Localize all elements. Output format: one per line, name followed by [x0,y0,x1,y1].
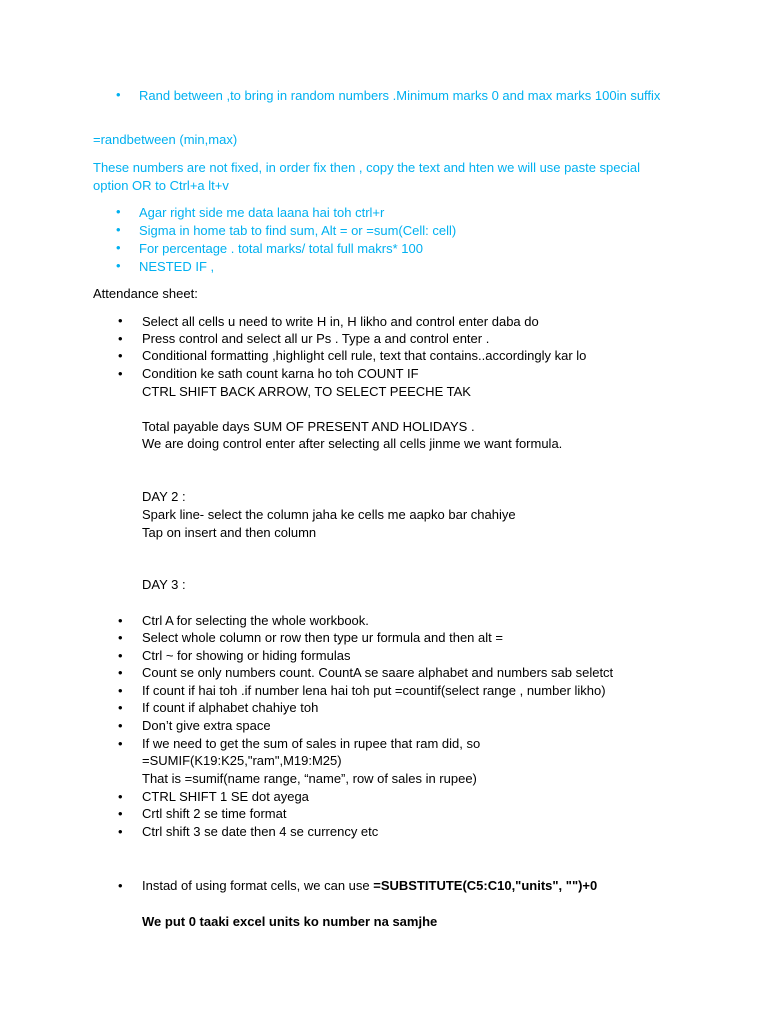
bullet-icon: • [118,613,123,628]
note-line-2: option OR to Ctrl+a lt+v [93,178,229,193]
bullet-icon: • [116,258,121,273]
substitute-formula: =SUBSTITUTE(C5:C10,"units", "")+0 [373,878,598,893]
bullet-icon: • [116,222,121,237]
day2-line: Tap on insert and then column [142,525,317,540]
list-item: Condition ke sath count karna ho toh COUNT IF [142,366,419,381]
bullet-icon: • [118,630,123,645]
bullet-icon: • [116,87,121,102]
note-randbetween: Rand between ,to bring in random numbers .Minimum marks 0 and max marks 100in suffix [139,88,661,103]
list-item: Ctrl A for selecting the whole workbook. [142,613,369,628]
bullet-icon: • [118,824,123,839]
bullet-icon: • [116,204,121,219]
bullet-icon: • [118,878,123,893]
cyan-bullet-item: Agar right side me data laana hai toh ctrl+r [139,205,385,220]
bullet-icon: • [118,331,123,346]
bullet-icon: • [118,806,123,821]
bullet-icon: • [118,648,123,663]
list-item: If count if hai toh .if number lena hai toh put =countif(select range , number likho) [142,683,606,698]
list-item: Ctrl shift 3 se date then 4 se currency etc [142,824,379,839]
list-item: Select whole column or row then type ur formula and then alt = [142,630,503,645]
cyan-bullet-item: Sigma in home tab to find sum, Alt = or =sum(Cell: cell) [139,223,457,238]
attendance-heading: Attendance sheet: [93,286,198,301]
list-item: CTRL SHIFT 1 SE dot ayega [142,789,309,804]
cyan-bullet-item: For percentage . total marks/ total full makrs* 100 [139,241,423,256]
substitute-prefix: Instad of using format cells, we can use [142,878,374,893]
list-item: Select all cells u need to write H in, H likho and control enter daba do [142,314,539,329]
bullet-icon: • [118,736,123,751]
list-item: If count if alphabet chahiye toh [142,700,319,715]
bullet-icon: • [118,718,123,733]
bullet-icon: • [118,366,123,381]
substitute-item [142,877,597,895]
bullet-icon: • [118,665,123,680]
bullet-icon: • [118,700,123,715]
list-item: Ctrl ~ for showing or hiding formulas [142,648,351,663]
continuation-line: CTRL SHIFT BACK ARROW, TO SELECT PEECHE TAK [142,384,471,399]
note-line-1: These numbers are not fixed, in order fix then , copy the text and hten we will use paste special [93,160,641,175]
formula-line: =randbetween (min,max) [93,132,238,147]
substitute-note: We put 0 taaki excel units ko number na samjhe [142,914,438,929]
cyan-bullet-item: NESTED IF , [139,259,215,274]
continuation-line: Total payable days SUM OF PRESENT AND HOLIDAYS . [142,419,475,434]
list-item: Crtl shift 2 se time format [142,806,287,821]
bullet-icon: • [118,313,123,328]
list-item: Count se only numbers count. CountA se saare alphabet and numbers sab seletct [142,665,614,680]
list-item: If we need to get the sum of sales in rupee that ram did, so [142,736,481,751]
continuation-line: =SUMIF(K19:K25,"ram",M19:M25) [142,753,342,768]
bullet-icon: • [118,789,123,804]
day3-heading: DAY 3 : [142,577,186,592]
continuation-line: That is =sumif(name range, “name”, row of sales in rupee) [142,771,477,786]
day2-line: Spark line- select the column jaha ke cells me aapko bar chahiye [142,507,516,522]
bullet-icon: • [118,683,123,698]
bullet-icon: • [116,240,121,255]
bullet-icon: • [118,348,123,363]
list-item: Don’t give extra space [142,718,271,733]
list-item: Conditional formatting ,highlight cell rule, text that contains..accordingly kar lo [142,348,587,363]
day2-heading: DAY 2 : [142,489,186,504]
list-item: Press control and select all ur Ps . Type a and control enter . [142,331,490,346]
continuation-line: We are doing control enter after selecting all cells jinme we want formula. [142,436,563,451]
